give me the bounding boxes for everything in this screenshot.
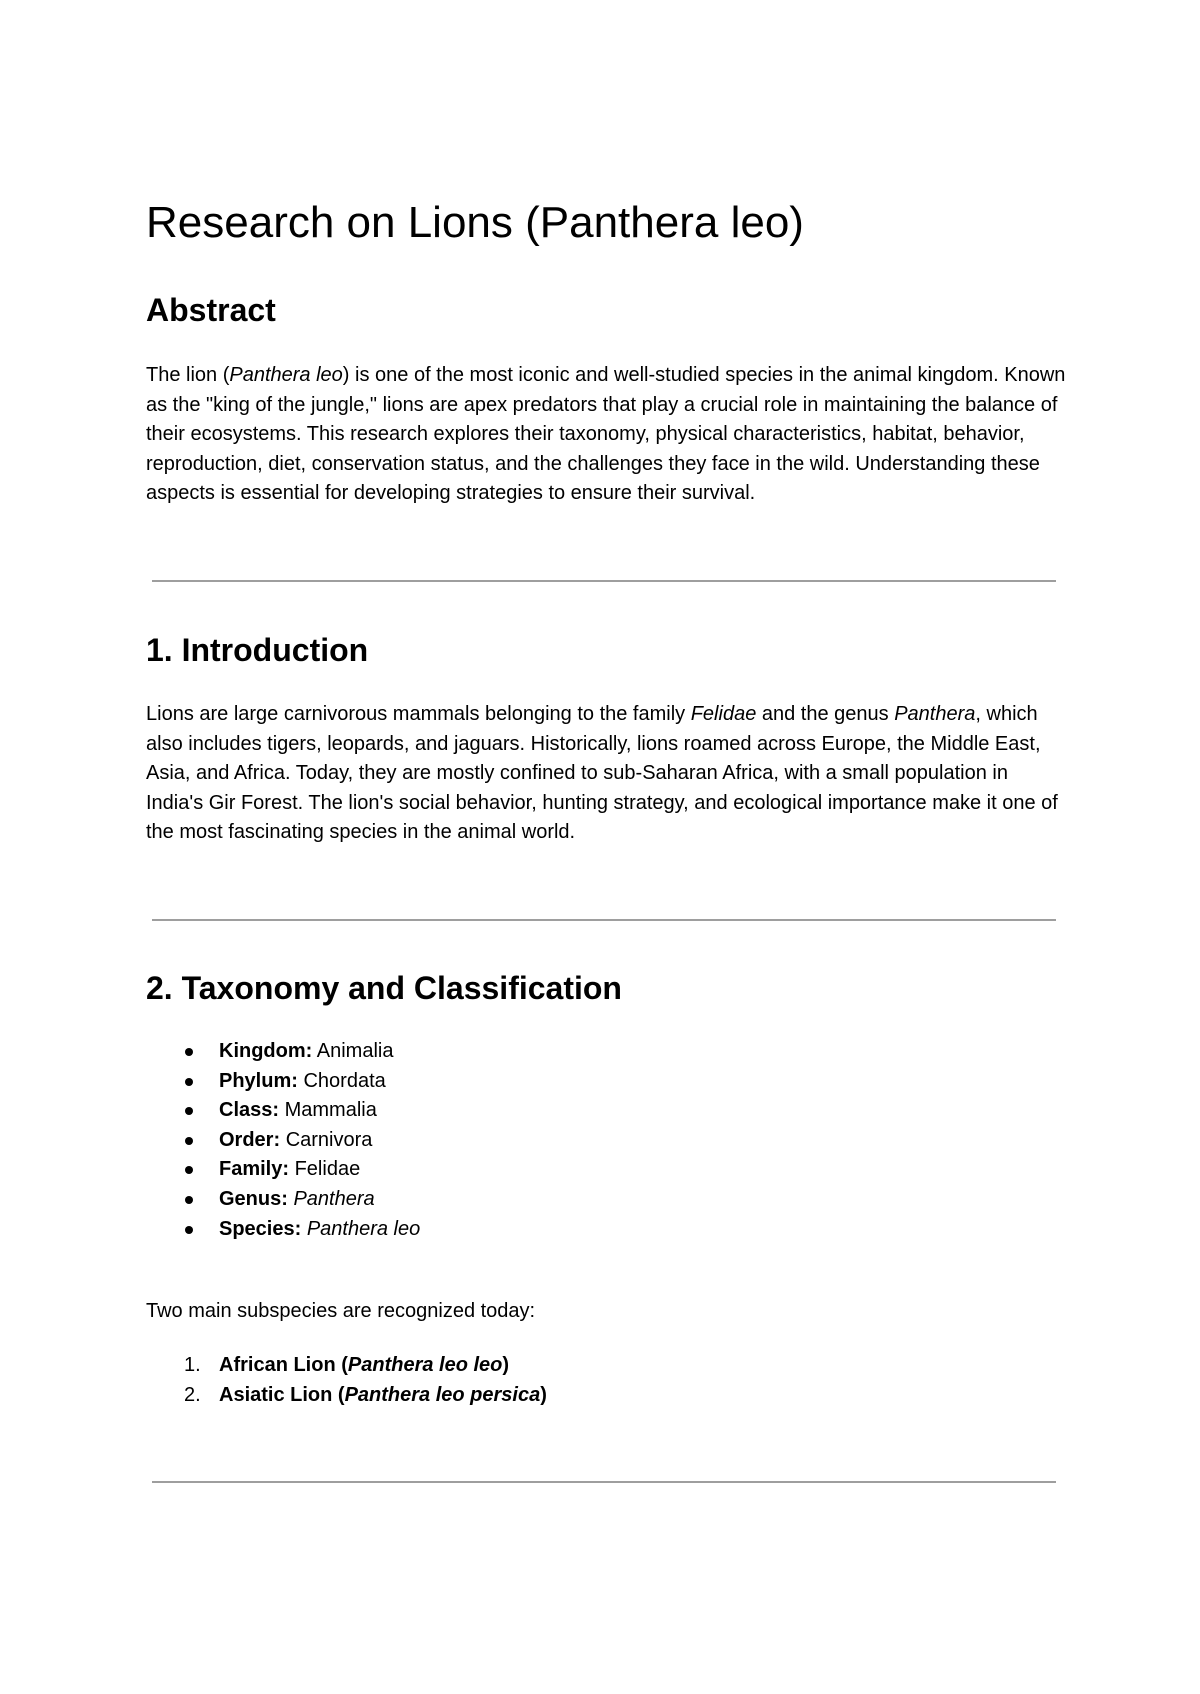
rank-value: Felidae [294,1158,361,1181]
introduction-paragraph [146,700,1066,848]
abstract-italic-1: Panthera leo [229,364,343,386]
abstract-text-2: ) is one of the most iconic and well-studied species in the animal kingdom. Known as the "king of the jungle," lions are apex predators that play a crucial role in maintaining the balance of their ecosystems. This research explores their taxonomy, physical characteristics, habitat, behavior, reproduction, diet, conservation status, and the challenges they face in the wild. Understanding these aspects is essential for developing strategies to ensure their survival. [146,364,1066,505]
bullet-icon [185,1196,193,1204]
rank-value: Chordata [303,1069,386,1092]
bullet-icon [185,1137,193,1145]
taxonomy-list [146,1037,420,1244]
subspecies-intro: Two main subspecies are recognized today: [146,1300,536,1322]
rank-label: Genus: [219,1187,288,1210]
rank-value: Panthera leo [306,1217,421,1240]
list-item [146,1067,420,1097]
introduction-heading: 1. Introduction [146,632,369,668]
taxonomy-heading: 2. Taxonomy and Classification [146,970,622,1006]
rank-label: Kingdom: [219,1040,313,1062]
list-item [146,1155,420,1185]
rank-value: Carnivora [285,1128,373,1151]
list-number: 1. [184,1354,201,1376]
rank-label: Species: [219,1217,302,1240]
rank-value: Panthera [293,1187,375,1210]
bullet-icon [185,1048,193,1056]
document-title: Research on Lions (Panthera leo) [146,198,804,247]
subspecies-name: Asiatic Lion (Panthera leo persica) [219,1383,547,1406]
rank-label: Class: [219,1099,280,1122]
section-divider [152,580,1056,582]
abstract-heading: Abstract [146,292,276,328]
list-item [146,1126,420,1156]
introduction-text-3: , which also includes tigers, leopards, and jaguars. Historically, lions roamed across Europe, the Middle East, Asia, and Africa. Today, they are mostly confined to sub-Saharan Africa, with a small population in India's Gir Forest. The lion's social behavior, hunting strategy, and ecological importance make it one of the most fascinating species in the animal world. [146,703,1058,844]
list-item [146,1381,547,1411]
list-item [146,1215,420,1245]
bullet-icon [185,1166,193,1174]
abstract-text-1: The lion ( [146,364,230,386]
abstract-paragraph [146,361,1066,509]
subspecies-scientific: Panthera leo leo [347,1354,503,1376]
introduction-italic-2: Panthera [894,703,976,725]
list-number: 2. [184,1383,201,1406]
rank-value: Animalia [316,1040,394,1062]
list-item [146,1037,420,1067]
rank-label: Order: [219,1128,281,1151]
list-item [146,1351,547,1381]
subspecies-scientific: Panthera leo persica [344,1383,541,1406]
bullet-icon [185,1226,193,1234]
rank-value: Mammalia [284,1099,377,1122]
subspecies-name: African Lion (Panthera leo leo) [219,1354,510,1376]
rank-label: Family: [219,1158,290,1181]
subspecies-list [146,1351,547,1410]
introduction-italic-1: Felidae [690,703,757,725]
introduction-text-2: and the genus [756,703,895,725]
bullet-icon [185,1078,193,1086]
introduction-text-1: Lions are large carnivorous mammals belonging to the family [146,703,691,725]
section-divider [152,1481,1056,1483]
bullet-icon [185,1107,193,1115]
section-divider [152,919,1056,921]
list-item [146,1096,420,1126]
list-item [146,1185,420,1215]
rank-label: Phylum: [219,1069,298,1092]
